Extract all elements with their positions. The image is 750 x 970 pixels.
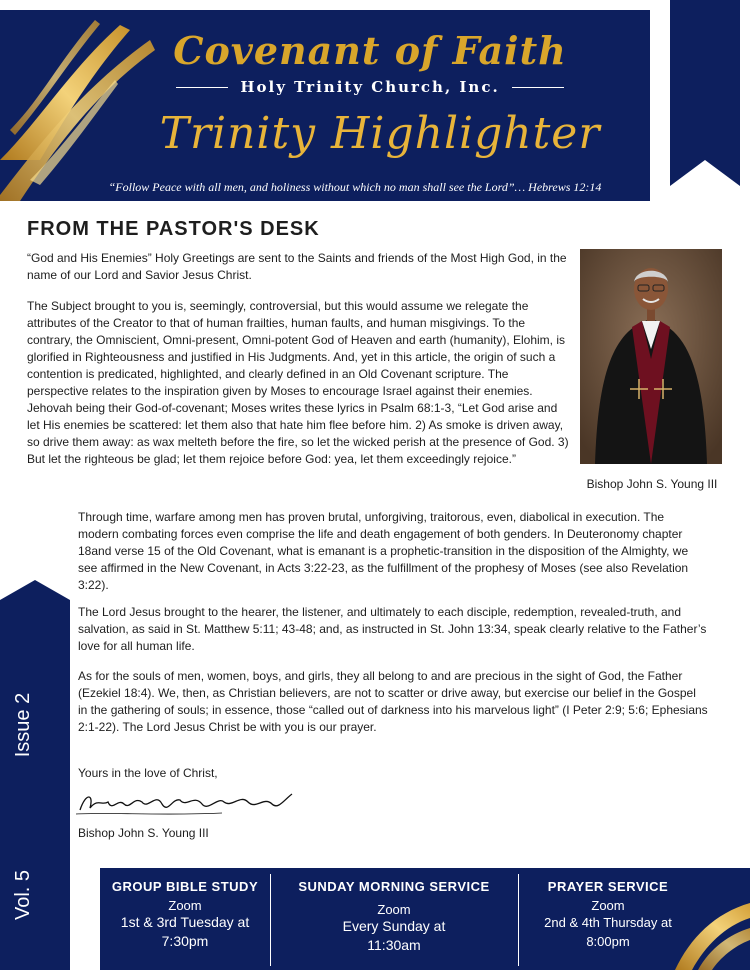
volume-label: Vol. 5 [12,869,34,921]
header-banner [0,10,650,201]
gold-brush-decoration [670,898,750,970]
service-platform: Zoom [591,898,625,913]
service-title: SUNDAY MORNING SERVICE [298,879,490,894]
article-paragraph: Through time, warfare among men has proven brutal, unforgiving, traitorous, even, diabolical in execution. The modern combating forces even comprise the life and death engagement of both genders. In Deuteronomy chapter 18and verse 15 of the Old Covenant, what is emanant is a prophetic-transition in the disposition of the Almighty, we see affirmed in the New Covenant, in Acts 3:22-23, as the fulfillment of the prophesy of Moses (see also Revelation 3:22). [78,510,689,592]
handwritten-signature [72,786,302,820]
service-time: 1st & 3rd Tuesday at 7:30pm [120,914,250,949]
pastor-portrait-illustration [580,249,722,464]
gold-brush-decoration [0,10,160,201]
section-heading: FROM THE PASTOR'S DESK [27,218,320,240]
pastor-photo [580,249,722,464]
service-platform: Zoom [168,898,202,913]
signer-name: Bishop John S. Young III [78,826,209,840]
service-time: 2nd & 4th Thursday at 8:00pm [544,915,672,949]
service-group-bible-study [100,868,270,970]
bookmark-ribbon [670,0,740,200]
service-title: GROUP BIBLE STUDY [111,879,259,894]
closing-line: Yours in the love of Christ, [78,766,218,780]
divider [512,87,564,88]
services-footer [100,868,750,970]
issue-label: Issue 2 [12,692,34,758]
article-paragraph: The Subject brought to you is, seemingly, controversial, but this would assume we relegate the attributes of the Creator to that of human frailties, human faults, and human misgivings. To the contrary, the Omniscient, Omni-present, Omni-potent God of Heaven and earth (humanity), Elohim, is glorified in Righteousness and justified in His Judgments. And, yet in this article, the origin of such a contention is predicated, highlighted, and clearly defined in an Old Covenant scripture. The perspective relates to the inspiration given by Moses to encourage Israel against their enemies. Jehovah being their God-of-covenant; Moses writes these lyrics in Psalm 68:1-3, “Let God arise and let His enemies be scattered: let them also that hate him flee before him. 2) As smoke is driven away, so drive them away: as wax melteth before the fire, so let the wicked perish at the presence of God. 3) But let the righteous be glad; let them rejoice before God: yea, let them exceedingly rejoice.” [27,299,569,466]
divider [176,87,228,88]
photo-caption: Bishop John S. Young III [586,477,718,491]
service-sunday-morning [270,868,518,970]
service-platform: Zoom [377,902,411,917]
brand-title: Covenant of Faith [173,28,567,73]
subtitle-row [160,78,580,96]
article-paragraph: The Lord Jesus brought to the hearer, the listener, and ultimately to each disciple, redemption, revealed-truth, and salvation, as said in St. Matthew 5:11; 43-48; and, as instructed in St. John 13:34, speak clearly relative to the Father’s love for all human life. [78,605,707,653]
article-paragraph: “God and His Enemies” Holy Greetings are sent to the Saints and friends of the Most High God, in the name of our Lord and Savior Jesus Christ. [27,251,567,282]
newsletter-title: Trinity Highlighter [159,108,601,159]
service-time: Every Sunday at 11:30am [342,918,446,953]
motto-verse: “Follow Peace with all men, and holiness without which no man shall see the Lord”… Hebrews 12:14 [108,180,602,194]
service-title: PRAYER SERVICE [547,879,669,894]
church-subtitle: Holy Trinity Church, Inc. [240,78,500,96]
article-paragraph: As for the souls of men, women, boys, and girls, they all belong to and are precious in the sight of God, the Father (Ezekiel 18:4). We, then, as Christian believers, are not to scatter or drive away, but exercise our belief in the Gospel in the gathering of souls; in essence, those “called out of darkness into his marvelous light” (I Peter 2:9; 5:6; Ephesians 2:1-22). The Lord Jesus Christ be with you is our prayer. [78,669,708,734]
